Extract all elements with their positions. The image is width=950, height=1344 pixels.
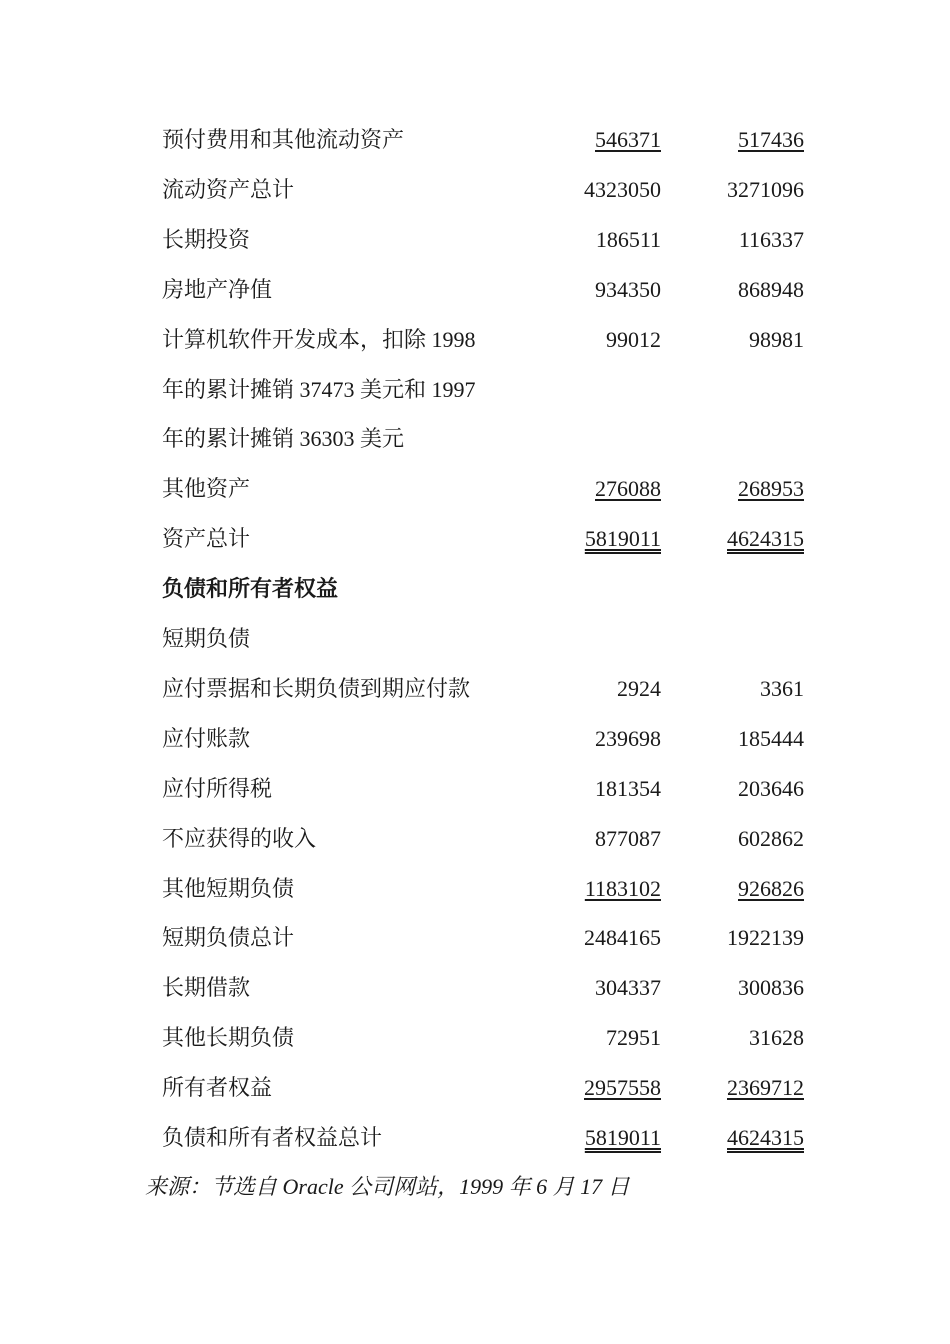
value-1997: 4624315: [727, 526, 804, 551]
value-1998: 546371: [595, 127, 661, 152]
table-row: [162, 275, 812, 305]
row-label: 年的累计摊销 37473 美元和 1997: [162, 377, 476, 402]
value-1998: 5819011: [584, 526, 661, 551]
row-label: 长期投资: [162, 227, 251, 252]
row-label: 不应获得的收入: [162, 826, 317, 851]
value-1997: 203646: [738, 776, 804, 801]
table-row: [162, 574, 812, 604]
value-1998: 304337: [595, 975, 661, 1000]
value-1997: 185444: [738, 726, 804, 751]
row-label: 短期负债: [162, 626, 251, 651]
value-1998: 181354: [595, 776, 661, 801]
row-label: 其他资产: [162, 476, 251, 501]
value-1998: 99012: [606, 327, 661, 352]
value-1998: 72951: [606, 1025, 661, 1050]
value-1998: 239698: [595, 726, 661, 751]
table-row: [162, 674, 812, 704]
row-label: 预付费用和其他流动资产: [162, 127, 405, 152]
value-1998: 877087: [595, 826, 661, 851]
value-1997: 268953: [738, 476, 804, 501]
section-heading: 负债和所有者权益: [162, 576, 339, 601]
table-row: [162, 125, 812, 155]
value-1998: 276088: [595, 476, 661, 501]
row-label: 负债和所有者权益总计: [162, 1125, 383, 1150]
value-1997: 517436: [738, 127, 804, 152]
table-row: [162, 524, 812, 554]
source-note: 来源：节选自 Oracle 公司网站，1999 年 6 月 17 日: [145, 1174, 630, 1199]
row-label: 所有者权益: [162, 1075, 273, 1100]
value-1998: 186511: [595, 227, 661, 252]
value-1998: 2484165: [584, 925, 661, 950]
value-1997: 3271096: [727, 177, 804, 202]
value-1997: 98981: [749, 327, 804, 352]
table-row: [162, 774, 812, 804]
row-label: 其他短期负债: [162, 876, 295, 901]
table-row: [162, 923, 812, 953]
row-label: 房地产净值: [162, 277, 273, 302]
value-1997: 300836: [738, 975, 804, 1000]
value-1997: 31628: [749, 1025, 804, 1050]
row-label: 其他长期负债: [162, 1025, 295, 1050]
table-row: [162, 874, 812, 904]
row-label: 计算机软件开发成本，扣除 1998: [162, 327, 476, 352]
value-1998: 1183102: [584, 876, 661, 901]
table-row: [162, 724, 812, 754]
table-row: [162, 1123, 812, 1153]
value-1997: 3361: [760, 676, 804, 701]
value-1998: 4323050: [584, 177, 661, 202]
table-row: [162, 325, 812, 355]
value-1997: 602862: [738, 826, 804, 851]
table-row: [162, 474, 812, 504]
value-1998: 934350: [595, 277, 661, 302]
table-row: [162, 624, 812, 654]
value-1997: 4624315: [727, 1125, 804, 1150]
table-row: [162, 824, 812, 854]
table-row: [162, 1023, 812, 1053]
value-1997: 1922139: [727, 925, 804, 950]
row-label: 应付所得税: [162, 776, 273, 801]
value-1997: 926826: [738, 876, 804, 901]
row-label: 短期负债总计: [162, 925, 295, 950]
value-1997: 868948: [738, 277, 804, 302]
table-row: [162, 175, 812, 205]
row-label: 长期借款: [162, 975, 251, 1000]
table-row: [162, 973, 812, 1003]
value-1998: 5819011: [584, 1125, 661, 1150]
value-1998: 2924: [617, 676, 661, 701]
table-row: [162, 225, 812, 255]
value-1997: 116337: [738, 227, 804, 252]
table-row: [162, 424, 812, 454]
value-1997: 2369712: [727, 1075, 804, 1100]
row-label: 应付账款: [162, 726, 251, 751]
table-row: [162, 1073, 812, 1103]
table-row: [162, 375, 812, 405]
row-label: 应付票据和长期负债到期应付款: [162, 676, 471, 701]
row-label: 流动资产总计: [162, 177, 295, 202]
value-1998: 2957558: [584, 1075, 661, 1100]
row-label: 资产总计: [162, 526, 251, 551]
row-label: 年的累计摊销 36303 美元: [162, 426, 405, 451]
